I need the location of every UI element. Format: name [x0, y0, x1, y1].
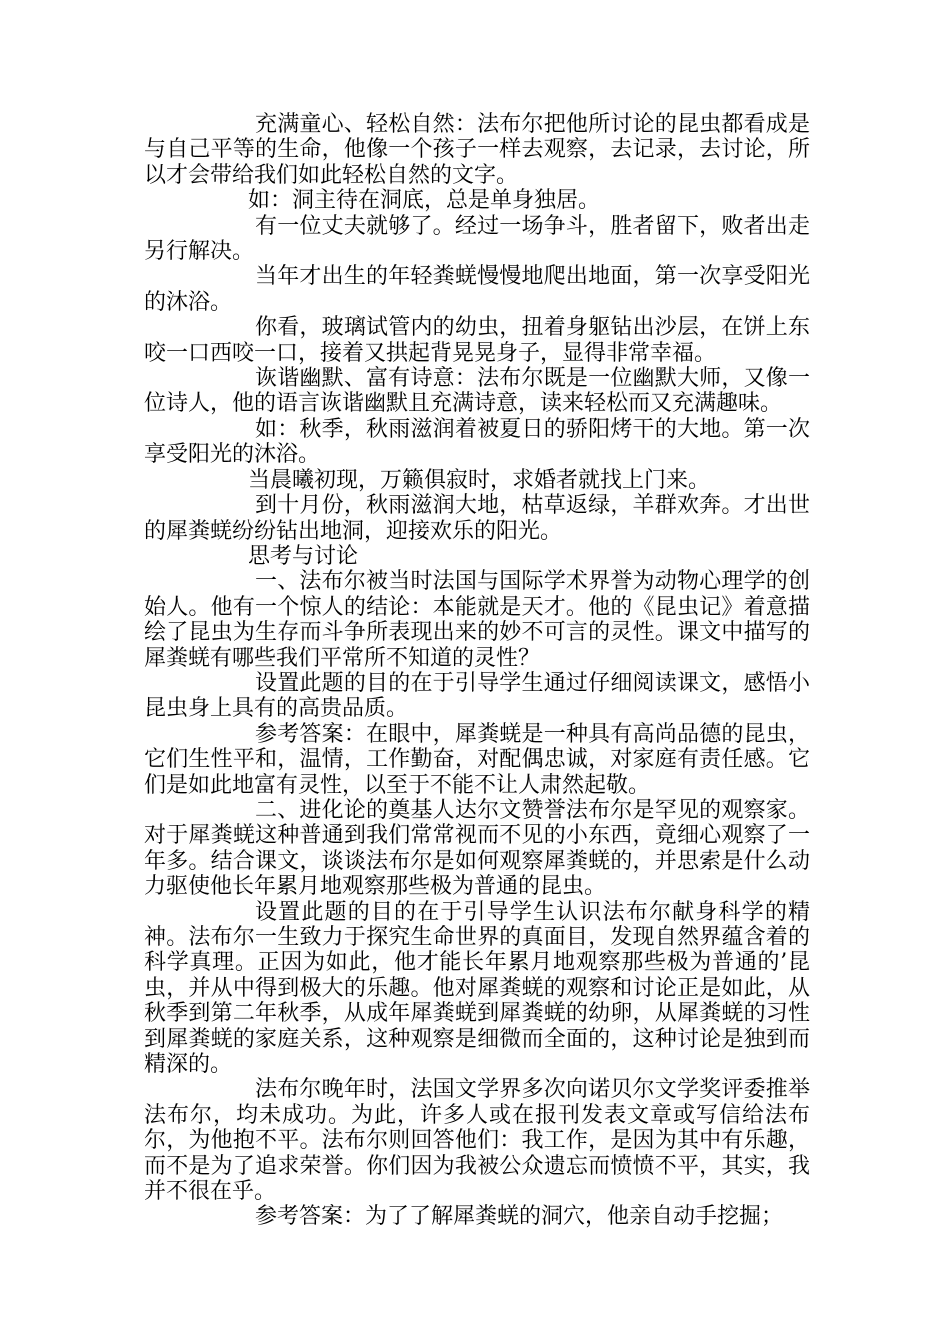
- paragraph-example-1: 如：洞主待在洞底，总是单身独居。: [248, 188, 601, 214]
- question-1: 一、法布尔被当时法国与国际学术界誉为动物心理学的创始人。他有一个惊人的结论：本能就是天才。他的《昆虫记》着意描绘了昆虫为生存而斗争所表现出来的妙不可言的灵性。课文中描写的犀粪蜣有哪些我们平常所不知道的灵性？: [144, 569, 810, 671]
- question-1-purpose: 设置此题的目的在于引导学生通过仔细阅读课文，感悟小昆虫身上具有的高贵品质。: [144, 670, 810, 722]
- question-2: 二、进化论的奠基人达尔文赞誉法布尔是罕见的观察家。对于犀粪蜣这种普通到我们常常视而不见的小东西，竟细心观察了一年多。结合课文，谈谈法布尔是如何观察犀粪蜣的，并思索是什么动力驱使他长年累月地观察那些极为普通的昆虫。: [144, 797, 810, 900]
- paragraph-example-2: 有一位丈夫就够了。经过一场争斗，胜者留下，败者出走另行解决。: [144, 213, 810, 265]
- question-2-answer: 参考答案：为了了解犀粪蜣的洞穴，他亲自动手挖掘；: [255, 1204, 784, 1230]
- document-page: [144, 112, 810, 1230]
- question-1-answer: 参考答案：在眼中，犀粪蜣是一种具有高尚品德的昆虫，它们生性平和，温情，工作勤奋，对配偶忠诚，对家庭有责任感。它们是如此地富有灵性，以至于不能不让人肃然起敬。: [144, 721, 810, 798]
- question-2-purpose: 设置此题的目的在于引导学生认识法布尔献身科学的精神。法布尔一生致力于探究生命世界的真面目，发现自然界蕴含着的科学真理。正因为如此，他才能长年累月地观察那些极为普通的’昆虫，并从中得到极大的乐趣。他对犀粪蜣的观察和讨论正是如此，从秋季到第二年秋季，从成年犀粪蜣到犀粪蜣的幼卵，从犀粪蜣的习性到犀粪蜣的家庭关系，这种观察是细微而全面的，这种讨论是独到而精深的。: [144, 899, 810, 1078]
- question-2-background: 法布尔晚年时，法国文学界多次向诺贝尔文学奖评委推举法布尔，均未成功。为此，许多人或在报刊发表文章或写信给法布尔，为他抱不平。法布尔则回答他们：我工作，是因为其中有乐趣，而不是为了追求荣誉。你们因为我被公众遗忘而愤愤不平，其实，我并不很在乎。: [144, 1077, 810, 1205]
- paragraph-example-3: 当年才出生的年轻粪蜣慢慢地爬出地面，第一次享受阳光的沐浴。: [144, 264, 810, 315]
- paragraph-style-humor: 诙谐幽默、富有诗意：法布尔既是一位幽默大师，又像一位诗人，他的语言诙谐幽默且充满诗意，读来轻松而又充满趣味。: [144, 366, 810, 417]
- paragraph-example-7: 到十月份，秋雨滋润大地，枯草返绿，羊群欢奔。才出世的犀粪蜣纷纷钻出地洞，迎接欢乐的阳光。: [144, 493, 810, 544]
- paragraph-style-childlike: 充满童心、轻松自然：法布尔把他所讨论的昆虫都看成是与自己平等的生命，他像一个孩子一样去观察，去记录，去讨论，所以才会带给我们如此轻松自然的文字。: [144, 112, 810, 188]
- paragraph-example-5: 如：秋季，秋雨滋润着被夏日的骄阳烤干的大地。第一次享受阳光的沐浴。: [144, 416, 810, 468]
- paragraph-example-6: 当晨曦初现，万籁俱寂时，求婚者就找上门来。: [248, 467, 711, 493]
- paragraph-example-4: 你看，玻璃试管内的幼虫，扭着身躯钻出沙层，在饼上东咬一口西咬一口，接着又拱起背晃晃身子，显得非常幸福。: [144, 315, 810, 366]
- section-heading-discussion: 思考与讨论: [248, 543, 359, 569]
